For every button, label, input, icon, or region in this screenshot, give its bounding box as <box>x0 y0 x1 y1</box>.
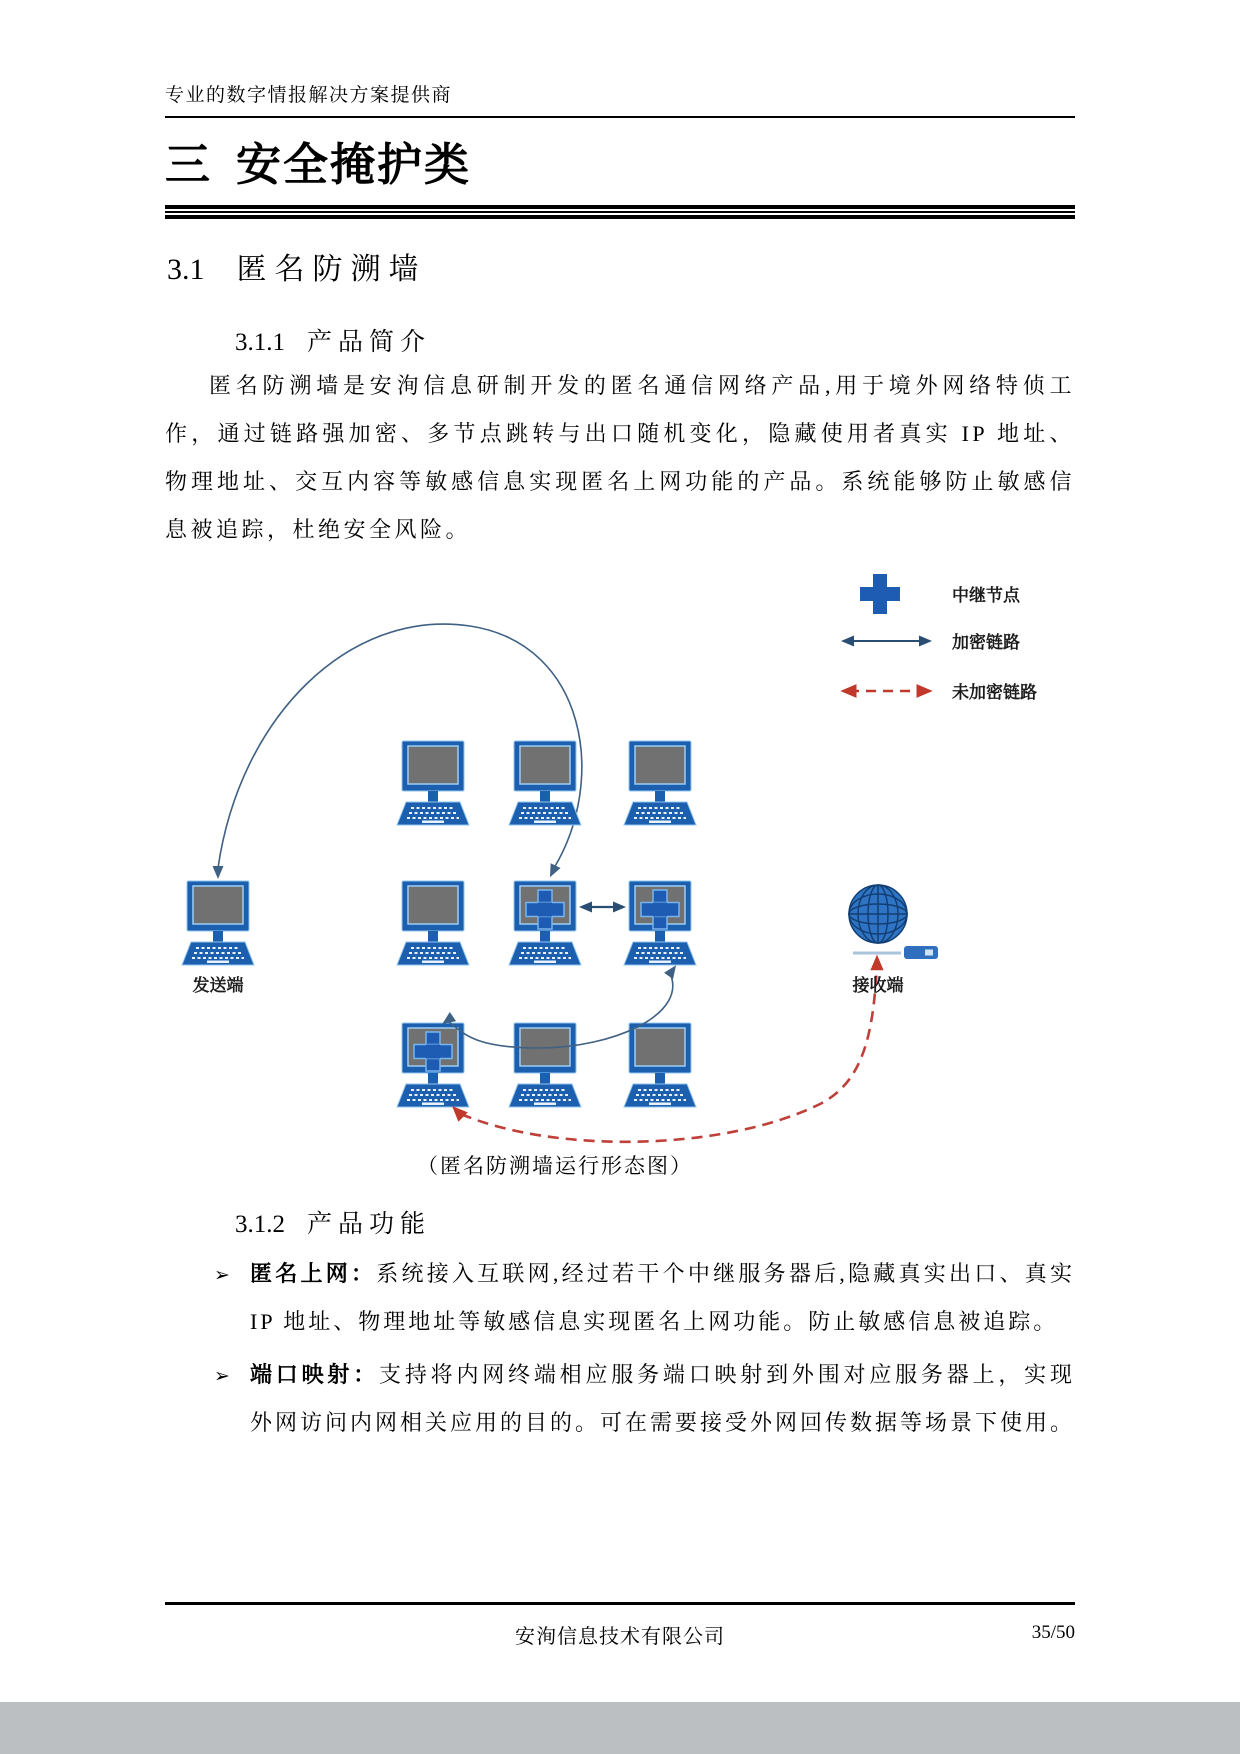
legend-unencrypted-link-label: 未加密链路 <box>952 683 1037 702</box>
footer-rule <box>165 1602 1075 1605</box>
section-3-1-title: 匿名防溯墙 <box>236 253 427 286</box>
intro-paragraph: 匿名防溯墙是安洵信息研制开发的匿名通信网络产品,用于境外网络特侦工作，通过链路强加密、多节点跳转与出口随机变化，隐藏使用者真实 IP 地址、物理地址、交互内容等敏感信息实现匿名上网功能的产品。系统能够防止敏感信息被追踪，杜绝安全风险。 <box>165 373 1075 542</box>
section-3-1-number: 3.1 <box>167 253 205 286</box>
legend-encrypted-link-label: 加密链路 <box>952 633 1020 652</box>
feature-list <box>214 1250 1076 1452</box>
computer-icon <box>397 741 469 825</box>
section-3-1-1-title: 产品简介 <box>307 329 432 356</box>
computer-icon <box>624 1023 696 1107</box>
chapter-underline-rule <box>165 205 1075 219</box>
computer-icon <box>397 881 469 965</box>
relay-computer-icon <box>509 881 581 965</box>
diagram-legend <box>840 574 1037 702</box>
diagram-figure <box>165 556 1075 1160</box>
section-3-1-1-number: 3.1.1 <box>235 329 285 356</box>
feature-description: 系统接入互联网,经过若干个中继服务器后,隐藏真实出口、真实 IP 地址、物理地址等敏感信息实现匿名上网功能。防止敏感信息被追踪。 <box>250 1261 1075 1334</box>
section-3-1-heading <box>167 244 427 288</box>
receiver-label: 接收端 <box>852 976 904 995</box>
relay-computer-icon <box>397 1023 469 1107</box>
legend-relay-node-label: 中继节点 <box>952 586 1020 605</box>
encrypted-link-between-relays <box>579 902 626 913</box>
page-bottom-edge <box>0 1702 1240 1754</box>
computer-icon <box>624 741 696 825</box>
chapter-number: 三 <box>165 140 213 190</box>
anonymity-network-diagram <box>165 556 1075 1160</box>
feature-term: 端口映射： <box>250 1362 380 1387</box>
arrow-bullet-icon: ➢ <box>214 1365 230 1387</box>
sender-computer-icon <box>182 881 254 965</box>
chapter-title-text: 安全掩护类 <box>236 140 472 190</box>
unencrypted-link-dashed-arrow-icon <box>840 684 933 698</box>
globe-icon <box>849 885 907 943</box>
section-3-1-2-heading <box>235 1204 431 1240</box>
feature-item-port-mapping <box>214 1351 1076 1447</box>
computer-icon <box>509 741 581 825</box>
chapter-title <box>165 128 1075 193</box>
section-3-1-2-number: 3.1.2 <box>235 1211 285 1238</box>
feature-item-anonymous-surfing <box>214 1250 1075 1346</box>
relay-computer-icon <box>624 881 696 965</box>
computer-icon <box>509 1023 581 1107</box>
receiver-device-icon <box>853 946 938 959</box>
header-tagline: 专业的数字情报解决方案提供商 <box>165 85 453 106</box>
chapter-heading-block <box>165 128 1075 219</box>
footer-page-number: 35/50 <box>1031 1622 1075 1643</box>
feature-description: 支持将内网终端相应服务端口映射到外围对应服务器上，实现外网访问内网相关应用的目的。可在需要接受外网回传数据等场景下使用。 <box>250 1362 1076 1435</box>
feature-term: 匿名上网： <box>250 1261 377 1286</box>
section-3-1-2-title: 产品功能 <box>307 1211 432 1238</box>
footer-company-name: 安洵信息技术有限公司 <box>515 1626 725 1648</box>
encrypted-link-arrow-icon <box>841 636 932 647</box>
arrow-bullet-icon: ➢ <box>214 1264 230 1286</box>
section-3-1-1-heading <box>235 322 431 358</box>
sender-label: 发送端 <box>192 976 244 995</box>
figure-caption: （匿名防溯墙运行形态图） <box>417 1154 693 1178</box>
relay-node-plus-icon <box>860 574 900 614</box>
page-header <box>165 80 1075 118</box>
